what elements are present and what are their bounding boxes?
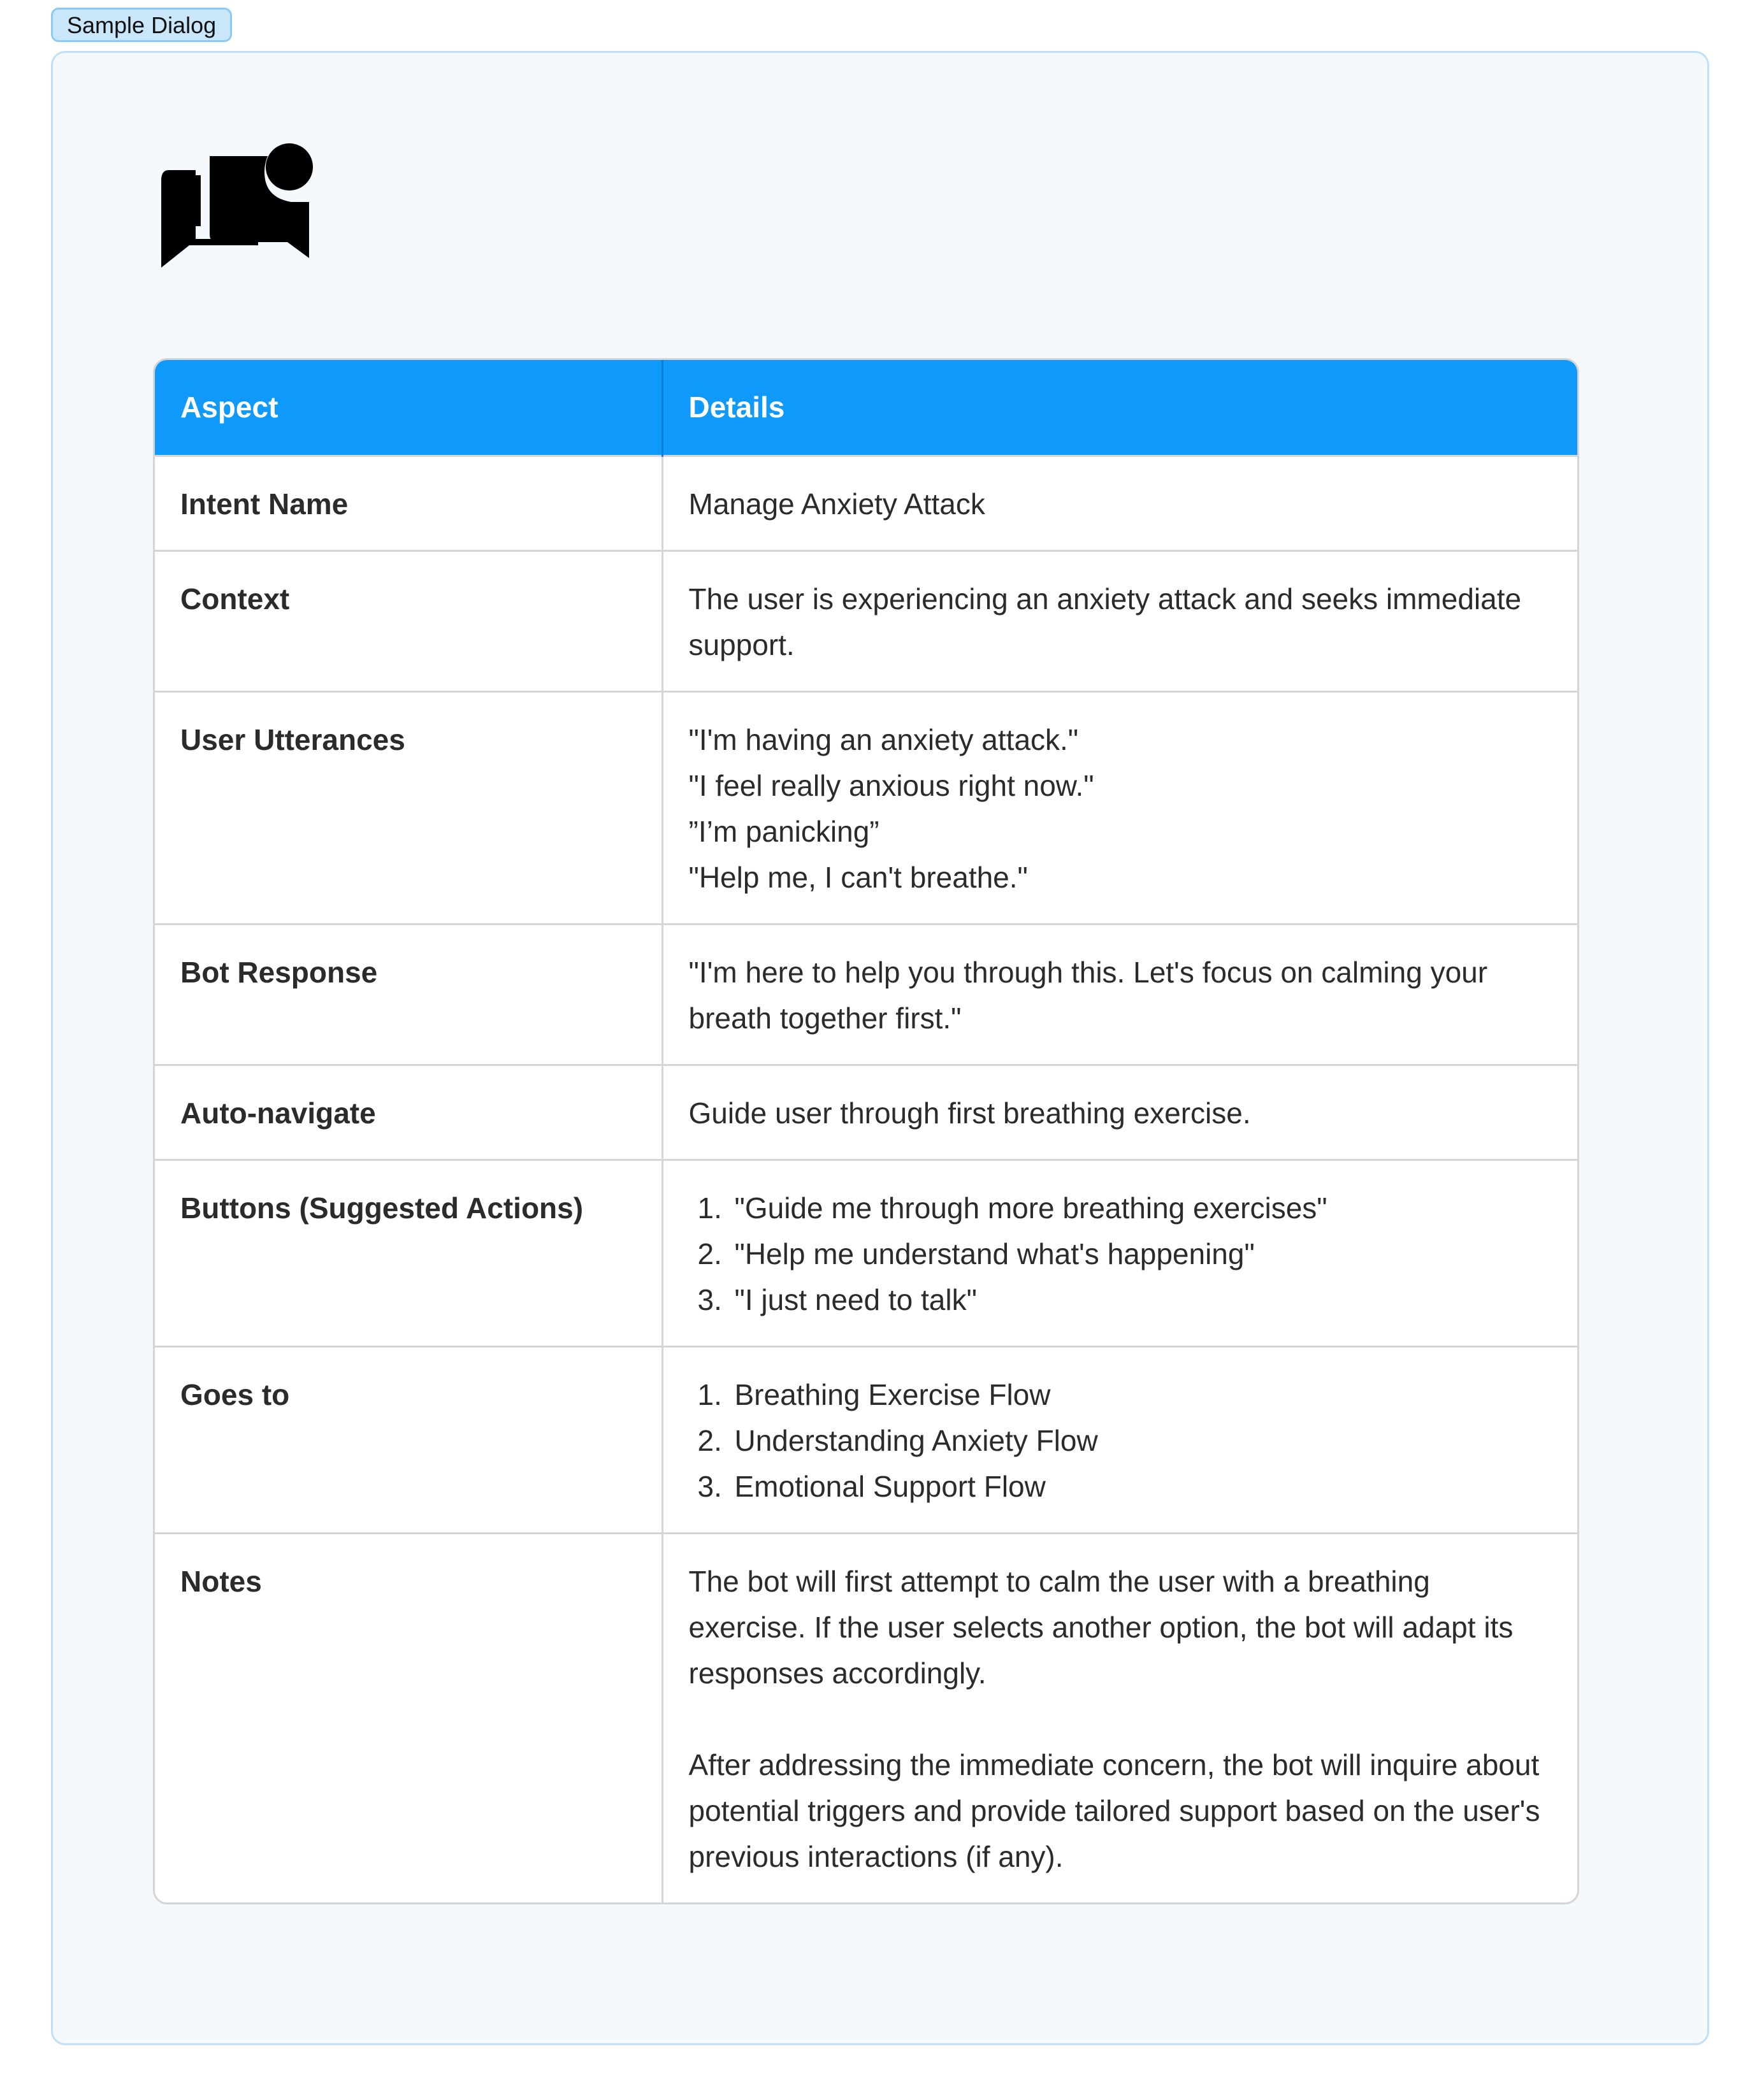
header-aspect: Aspect <box>155 360 662 456</box>
list-number: 1. <box>697 1377 722 1411</box>
list-item-text: Emotional Support Flow <box>734 1469 1046 1503</box>
details-cell <box>662 1346 1577 1533</box>
frame-label: Sample Dialog <box>51 8 232 42</box>
details-cell <box>662 691 1577 924</box>
utterance-line: "I'm having an anxiety attack." <box>688 723 1079 756</box>
table-row <box>155 924 1577 1065</box>
table-header-row <box>155 360 1577 456</box>
list-item <box>689 1277 1552 1323</box>
table-row <box>155 1533 1577 1902</box>
aspect-cell: Context <box>155 550 662 691</box>
aspect-cell: Goes to <box>155 1346 662 1533</box>
list-item-text: "I just need to talk" <box>734 1283 977 1316</box>
table-row <box>155 1160 1577 1346</box>
list-item <box>689 1185 1552 1231</box>
list-item <box>689 1418 1552 1464</box>
list-item-text: "Help me understand what's happening" <box>734 1237 1255 1270</box>
table-row <box>155 1346 1577 1533</box>
table-row <box>155 456 1577 550</box>
aspect-cell: Buttons (Suggested Actions) <box>155 1160 662 1346</box>
aspect-cell: User Utterances <box>155 691 662 924</box>
list-item <box>689 1231 1552 1277</box>
table-row <box>155 691 1577 924</box>
notes-paragraph: The bot will first attempt to calm the user with a breathing exercise. If the user selects another option, the bot will adapt its responses accordingly. <box>688 1564 1514 1690</box>
list-number: 3. <box>697 1283 722 1316</box>
details-cell <box>662 1533 1577 1902</box>
list-item <box>689 1464 1552 1509</box>
aspect-cell: Auto-navigate <box>155 1065 662 1160</box>
aspect-cell: Notes <box>155 1533 662 1902</box>
header-details: Details <box>662 360 1577 456</box>
table-row <box>155 1065 1577 1160</box>
intent-table <box>153 358 1579 1904</box>
details-cell: Guide user through first breathing exercise. <box>662 1065 1577 1160</box>
list-item-text: Understanding Anxiety Flow <box>734 1423 1098 1457</box>
utterance-line: "I feel really anxious right now." <box>688 768 1094 802</box>
chat-bubbles-notification-icon <box>156 131 315 284</box>
aspect-cell: Intent Name <box>155 456 662 550</box>
list-number: 2. <box>697 1237 722 1270</box>
details-cell: The user is experiencing an anxiety attack and seeks immediate support. <box>662 550 1577 691</box>
details-cell: "I'm here to help you through this. Let's focus on calming your breath together first." <box>662 924 1577 1065</box>
list-item <box>689 1372 1552 1418</box>
list-number: 1. <box>697 1191 722 1225</box>
utterance-line: ”I’m panicking” <box>688 814 879 848</box>
aspect-cell: Bot Response <box>155 924 662 1065</box>
utterance-line: "Help me, I can't breathe." <box>688 860 1028 894</box>
notes-paragraph: After addressing the immediate concern, the bot will inquire about potential triggers and provide tailored support based on the user's previous interactions (if any). <box>688 1748 1540 1873</box>
table-row <box>155 550 1577 691</box>
list-number: 2. <box>697 1423 722 1457</box>
list-number: 3. <box>697 1469 722 1503</box>
details-cell: Manage Anxiety Attack <box>662 456 1577 550</box>
details-cell <box>662 1160 1577 1346</box>
list-item-text: "Guide me through more breathing exercises" <box>734 1191 1327 1225</box>
list-item-text: Breathing Exercise Flow <box>734 1377 1051 1411</box>
